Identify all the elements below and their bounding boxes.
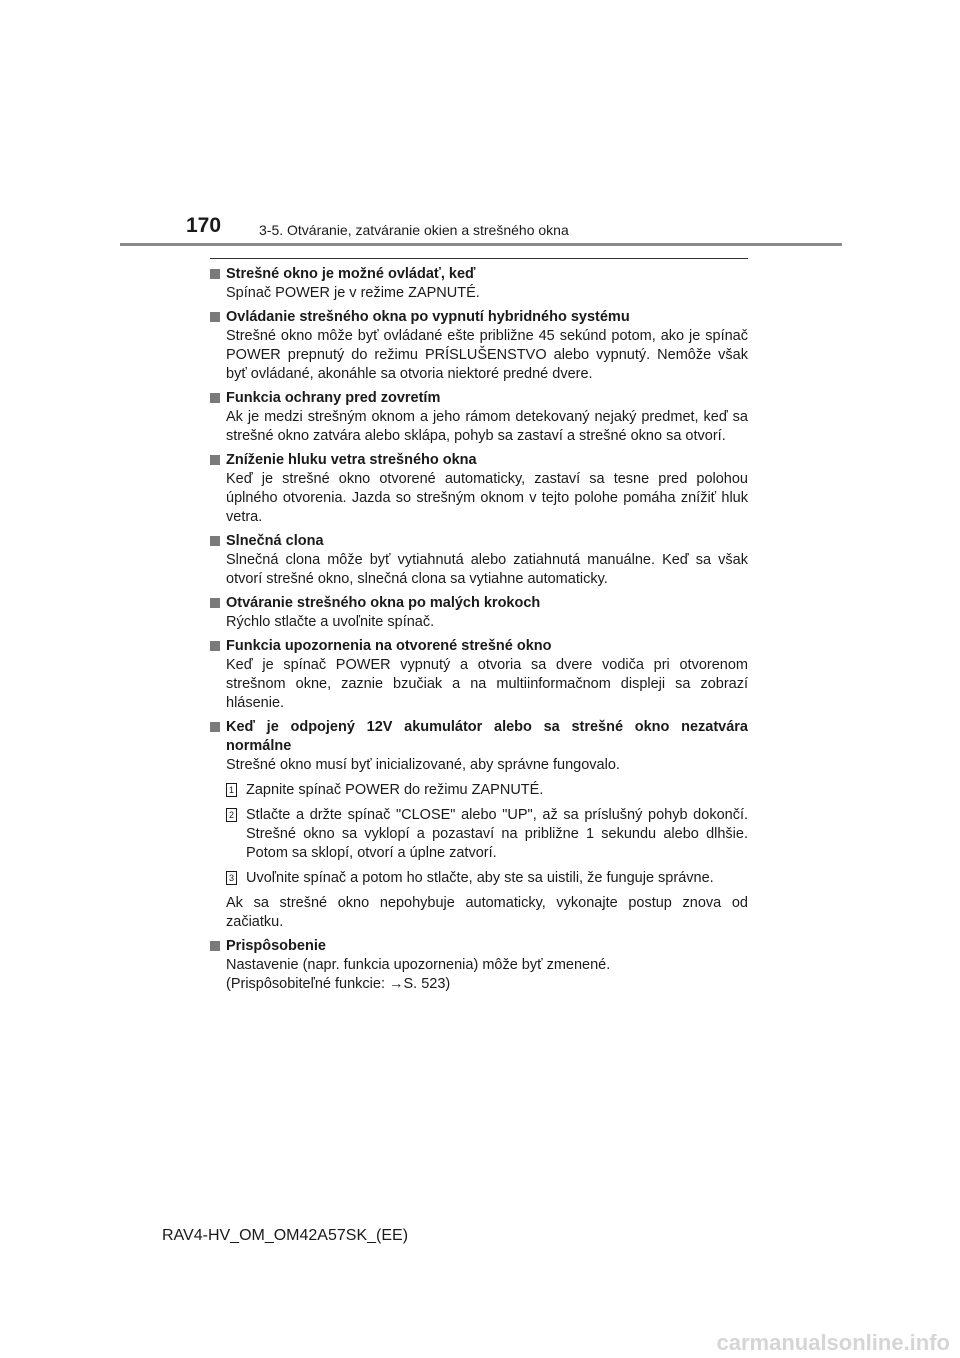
page-number: 170 xyxy=(186,214,222,237)
step-number-box: 2 xyxy=(226,808,237,822)
square-bullet-icon xyxy=(210,941,220,951)
section-body: Ak je medzi strešným oknom a jeho rámom detekovaný nejaký predmet, keď sa strešné okno zatvára alebo sklápa, pohyb sa zastaví a strešné okno sa otvorí. xyxy=(226,409,748,444)
document-code: RAV4-HV_OM_OM42A57SK_(EE) xyxy=(162,1227,409,1244)
section-sunshade xyxy=(210,532,748,589)
square-bullet-icon xyxy=(210,722,220,732)
section-body: Rýchlo stlačte a uvoľnite spínač. xyxy=(226,614,435,630)
section-after-shutdown xyxy=(210,308,748,384)
section-step-opening xyxy=(210,594,748,632)
square-bullet-icon xyxy=(210,269,220,279)
section-heading: Keď je odpojený 12V akumulátor alebo sa strešné okno nezatvára normálne xyxy=(210,718,748,756)
section-body: Strešné okno môže byť ovládané ešte približne 45 sekúnd potom, ako je spínač POWER prepnutý do režimu PRÍSLUŠENSTVO alebo vypnutý. Nemôže však byť ovládané, akonáhle sa otvoria niektoré predné dvere. xyxy=(226,328,748,382)
step-item: 3 Uvoľnite spínač a potom ho stlačte, aby ste sa uistili, že funguje správne. xyxy=(226,869,748,888)
section-body: Spínač POWER je v režime ZAPNUTÉ. xyxy=(226,285,480,301)
step-number-box: 1 xyxy=(226,783,237,797)
square-bullet-icon xyxy=(210,598,220,608)
step-list xyxy=(210,781,748,888)
section-heading: Slnečná clona xyxy=(210,532,748,551)
section-initialization xyxy=(210,718,748,932)
header-rule xyxy=(120,243,842,246)
section-customization xyxy=(210,937,748,994)
section-body: Keď je spínač POWER vypnutý a otvoria sa dvere vodiča pri otvorenom strešnom okne, zaznie bzučiak a na multiinformačnom displeji sa zobrazí hlásenie. xyxy=(226,657,748,711)
square-bullet-icon xyxy=(210,393,220,403)
section-body: Strešné okno musí byť inicializované, aby správne fungovalo. xyxy=(226,757,620,773)
square-bullet-icon xyxy=(210,312,220,322)
section-heading: Zníženie hluku vetra strešného okna xyxy=(210,451,748,470)
section-body: Ak sa strešné okno nepohybuje automaticky, vykonajte postup znova od začiatku. xyxy=(226,895,748,930)
page-reference: (Prispôsobiteľné funkcie: →S. 523) xyxy=(226,976,451,992)
section-conditions xyxy=(210,265,748,303)
section-jam-protection xyxy=(210,389,748,446)
step-number-box: 3 xyxy=(226,871,237,885)
section-heading: Otváranie strešného okna po malých krokoch xyxy=(210,594,748,613)
section-heading: Funkcia upozornenia na otvorené strešné okno xyxy=(210,637,748,656)
section-heading: Prispôsobenie xyxy=(210,937,748,956)
step-item: 2 Stlačte a držte spínač "CLOSE" alebo "UP", až sa príslušný pohyb dokončí. Strešné okno sa vyklopí a pozastaví na približne 1 sekundu alebo dlhšie. Potom sa sklopí, otvorí a úplne zatvorí. xyxy=(226,806,748,863)
step-item: 1 Zapnite spínač POWER do režimu ZAPNUTÉ. xyxy=(226,781,748,800)
section-heading: Strešné okno je možné ovládať, keď xyxy=(210,265,748,284)
section-heading: Funkcia ochrany pred zovretím xyxy=(210,389,748,408)
chapter-title: 3-5. Otváranie, zatváranie okien a strešného okna xyxy=(259,222,569,238)
watermark: carmanualsonline.info xyxy=(716,1330,950,1355)
page-content xyxy=(210,258,748,999)
section-wind-noise xyxy=(210,451,748,527)
section-open-warning xyxy=(210,637,748,713)
section-body: Slnečná clona môže byť vytiahnutá alebo zatiahnutá manuálne. Keď sa však otvorí strešné okno, slnečná clona sa vytiahne automaticky. xyxy=(226,552,748,587)
square-bullet-icon xyxy=(210,641,220,651)
section-body: Keď je strešné okno otvorené automaticky, zastaví sa tesne pred polohou úplného otvorenia. Jazda so strešným oknom v tejto polohe pomáha znížiť hluk vetra. xyxy=(226,471,748,525)
section-heading: Ovládanie strešného okna po vypnutí hybridného systému xyxy=(210,308,748,327)
section-body: Nastavenie (napr. funkcia upozornenia) môže byť zmenené. xyxy=(226,957,611,973)
square-bullet-icon xyxy=(210,536,220,546)
square-bullet-icon xyxy=(210,455,220,465)
